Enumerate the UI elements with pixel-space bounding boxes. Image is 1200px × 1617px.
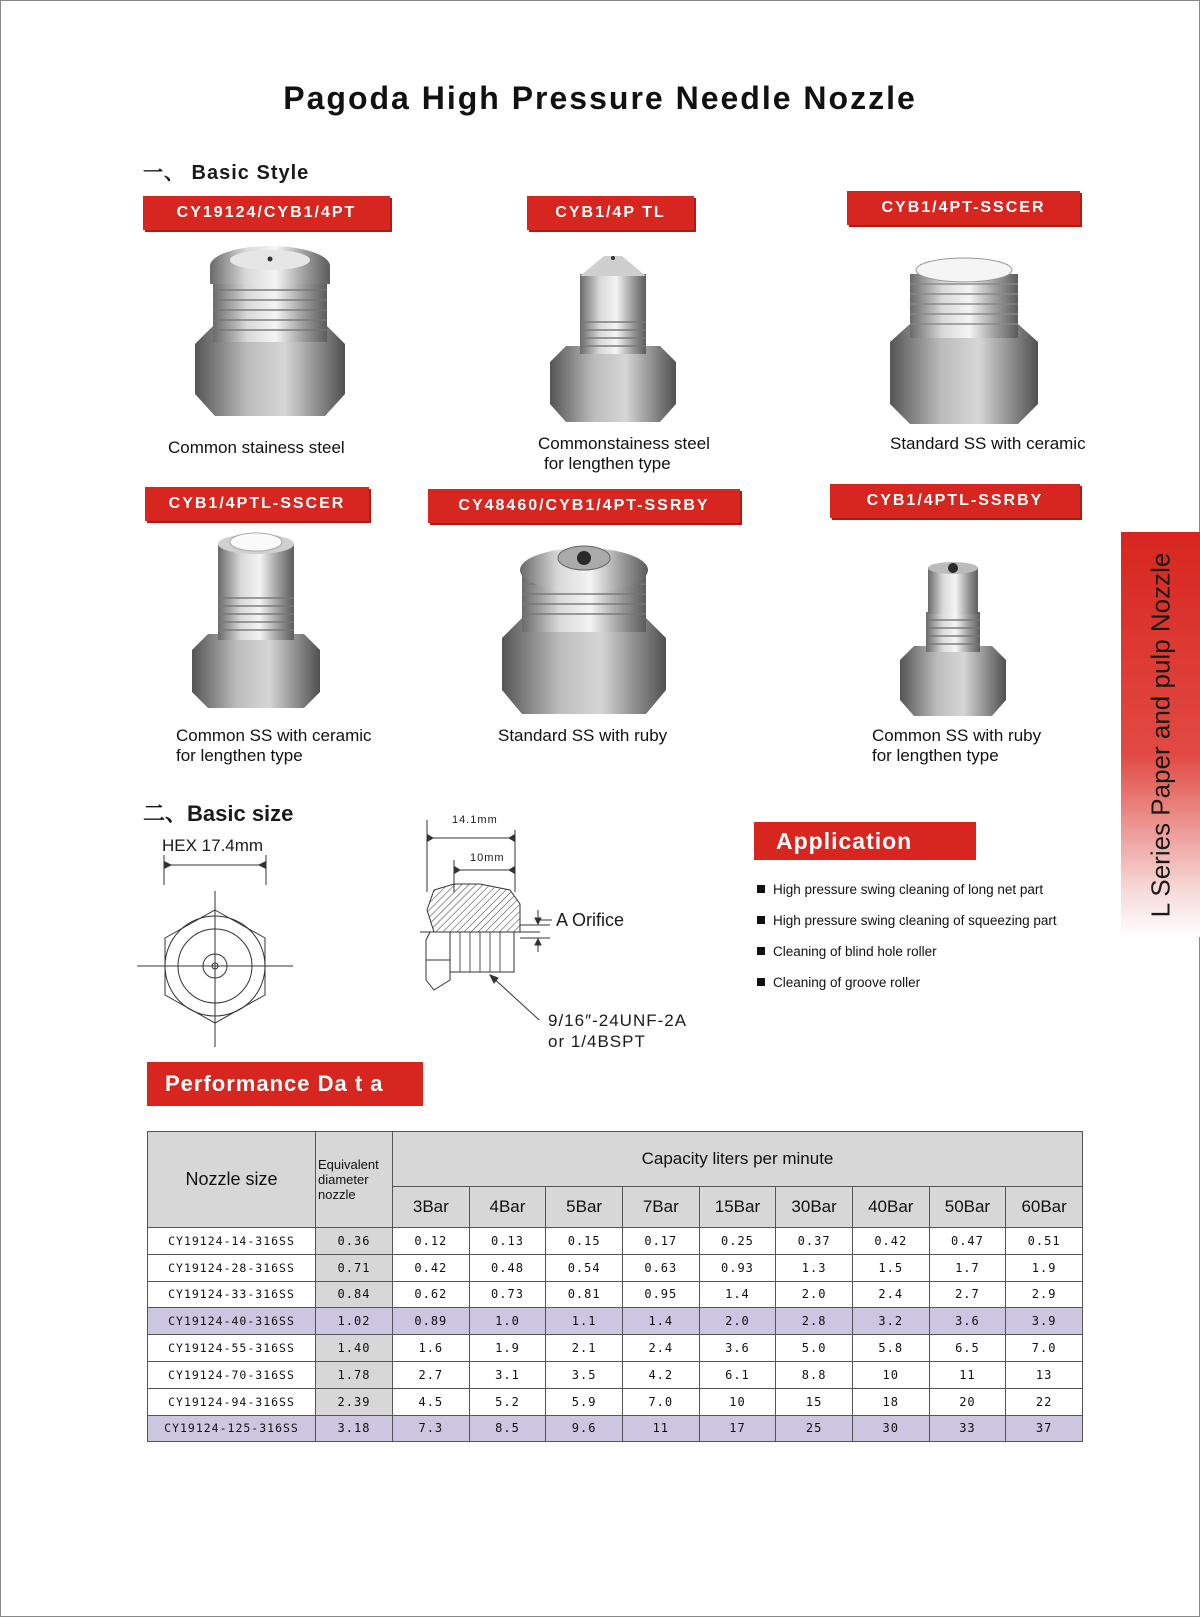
cell-capacity: 20	[929, 1388, 1006, 1415]
cell-capacity: 5.9	[546, 1388, 623, 1415]
nozzle-image-5	[500, 540, 668, 718]
cell-model: CY19124-28-316SS	[148, 1254, 316, 1281]
cell-capacity: 0.17	[622, 1228, 699, 1255]
application-item-text: Cleaning of groove roller	[773, 975, 921, 990]
product-caption-4-line2: for lengthen type	[176, 746, 303, 765]
cell-capacity: 2.1	[546, 1335, 623, 1362]
cell-capacity: 10	[852, 1361, 929, 1388]
cell-capacity: 0.54	[546, 1254, 623, 1281]
header-capacity: Capacity liters per minute	[393, 1132, 1083, 1187]
application-item-text: High pressure swing cleaning of long net part	[773, 882, 1044, 897]
cell-equivalent-diameter: 0.71	[316, 1254, 393, 1281]
cell-capacity: 5.8	[852, 1335, 929, 1362]
cell-capacity: 17	[699, 1415, 776, 1442]
application-item-text: High pressure swing cleaning of squeezing part	[773, 913, 1057, 928]
nozzle-image-1	[185, 244, 355, 424]
cell-capacity: 2.0	[776, 1281, 853, 1308]
product-tag-2: CYB1/4P TL	[527, 196, 694, 230]
cell-equivalent-diameter: 1.02	[316, 1308, 393, 1335]
cell-capacity: 22	[1006, 1388, 1083, 1415]
product-caption-2	[538, 434, 710, 474]
cell-capacity: 0.95	[622, 1281, 699, 1308]
cell-capacity: 1.7	[929, 1254, 1006, 1281]
orifice-label: A Orifice	[556, 910, 625, 930]
cell-capacity: 3.6	[929, 1308, 1006, 1335]
cell-capacity: 1.9	[469, 1335, 546, 1362]
performance-table-body	[148, 1228, 1083, 1442]
hex-size-label: HEX 17.4mm	[162, 836, 264, 855]
product-caption-3-line1: Standard SS with ceramic	[890, 434, 1086, 453]
cell-capacity: 11	[929, 1361, 1006, 1388]
nozzle-image-3	[888, 254, 1040, 426]
thread-spec	[548, 1010, 687, 1052]
cell-capacity: 2.7	[929, 1281, 1006, 1308]
header-pressure: 7Bar	[622, 1187, 699, 1228]
table-row	[148, 1388, 1083, 1415]
cell-model: CY19124-70-316SS	[148, 1361, 316, 1388]
product-caption-3	[890, 434, 1086, 454]
cell-equivalent-diameter: 2.39	[316, 1388, 393, 1415]
cell-capacity: 7.0	[622, 1388, 699, 1415]
table-row	[148, 1415, 1083, 1442]
cell-capacity: 18	[852, 1388, 929, 1415]
cell-capacity: 13	[1006, 1361, 1083, 1388]
cell-capacity: 1.3	[776, 1254, 853, 1281]
header-nozzle-size: Nozzle size	[148, 1132, 316, 1228]
cell-capacity: 0.73	[469, 1281, 546, 1308]
cell-capacity: 2.8	[776, 1308, 853, 1335]
thread-spec-line1: 9/16″-24UNF-2A	[548, 1011, 688, 1030]
cell-capacity: 9.6	[546, 1415, 623, 1442]
cell-capacity: 4.5	[393, 1388, 470, 1415]
performance-table	[147, 1131, 1083, 1442]
cell-capacity: 1.9	[1006, 1254, 1083, 1281]
application-item	[757, 882, 1057, 913]
product-caption-6-line2: for lengthen type	[872, 746, 999, 765]
product-caption-2-line2: for lengthen type	[544, 454, 671, 473]
cell-capacity: 15	[776, 1388, 853, 1415]
product-caption-6	[872, 726, 1041, 766]
application-item	[757, 975, 1057, 1006]
product-tag-3: CYB1/4PT-SSCER	[847, 191, 1080, 225]
cell-model: CY19124-94-316SS	[148, 1388, 316, 1415]
series-side-tab-label: L Series Paper and pulp Nozzle	[1145, 552, 1175, 917]
header-pressure: 15Bar	[699, 1187, 776, 1228]
cell-capacity: 8.5	[469, 1415, 546, 1442]
cell-capacity: 0.81	[546, 1281, 623, 1308]
bullet-square-icon	[757, 978, 765, 986]
product-tag-4: CYB1/4PTL-SSCER	[145, 487, 369, 521]
table-row	[148, 1308, 1083, 1335]
cell-capacity: 5.2	[469, 1388, 546, 1415]
application-list	[757, 882, 1057, 1006]
cell-capacity: 2.4	[622, 1335, 699, 1362]
cell-capacity: 0.89	[393, 1308, 470, 1335]
cell-capacity: 10	[699, 1388, 776, 1415]
cell-capacity: 7.0	[1006, 1335, 1083, 1362]
nozzle-image-2	[548, 254, 678, 426]
header-pressure: 3Bar	[393, 1187, 470, 1228]
header-pressure: 50Bar	[929, 1187, 1006, 1228]
cell-capacity: 6.5	[929, 1335, 1006, 1362]
performance-data-heading: Performance Da t a	[147, 1062, 423, 1106]
page-title: Pagoda High Pressure Needle Nozzle	[283, 80, 917, 116]
cell-capacity: 4.2	[622, 1361, 699, 1388]
cell-capacity: 33	[929, 1415, 1006, 1442]
product-tag-5: CY48460/CYB1/4PT-SSRBY	[428, 489, 740, 523]
table-row	[148, 1335, 1083, 1362]
cell-capacity: 1.6	[393, 1335, 470, 1362]
cell-model: CY19124-40-316SS	[148, 1308, 316, 1335]
dimension-outer-label: 14.1mm	[452, 814, 498, 826]
cell-equivalent-diameter: 3.18	[316, 1415, 393, 1442]
cell-capacity: 0.37	[776, 1228, 853, 1255]
cell-capacity: 0.12	[393, 1228, 470, 1255]
bullet-square-icon	[757, 885, 765, 893]
cell-capacity: 5.0	[776, 1335, 853, 1362]
bullet-square-icon	[757, 916, 765, 924]
nozzle-image-4	[190, 532, 322, 712]
cell-equivalent-diameter: 0.84	[316, 1281, 393, 1308]
hex-front-view-diagram	[135, 855, 295, 1055]
cell-capacity: 0.42	[852, 1228, 929, 1255]
cell-capacity: 0.25	[699, 1228, 776, 1255]
header-equivalent-diameter	[316, 1132, 393, 1228]
product-caption-5	[498, 726, 667, 746]
header-equivalent-line1: Equivalent	[318, 1157, 379, 1172]
cell-equivalent-diameter: 1.78	[316, 1361, 393, 1388]
cell-capacity: 1.4	[699, 1281, 776, 1308]
header-pressure: 30Bar	[776, 1187, 853, 1228]
table-row	[148, 1361, 1083, 1388]
cell-capacity: 3.1	[469, 1361, 546, 1388]
dimension-inner-label: 10mm	[470, 852, 505, 864]
header-pressure: 60Bar	[1006, 1187, 1083, 1228]
cell-capacity: 25	[776, 1415, 853, 1442]
cell-capacity: 11	[622, 1415, 699, 1442]
table-row	[148, 1281, 1083, 1308]
header-pressure: 4Bar	[469, 1187, 546, 1228]
cell-capacity: 0.15	[546, 1228, 623, 1255]
application-item-text: Cleaning of blind hole roller	[773, 944, 937, 959]
cell-capacity: 30	[852, 1415, 929, 1442]
cell-model: CY19124-55-316SS	[148, 1335, 316, 1362]
cell-capacity: 0.48	[469, 1254, 546, 1281]
cell-capacity: 2.9	[1006, 1281, 1083, 1308]
series-side-tab	[1121, 532, 1200, 937]
product-caption-2-line1: Commonstainess steel	[538, 434, 710, 453]
section-basic-size-heading: 二、Basic size	[143, 801, 294, 826]
cell-model: CY19124-14-316SS	[148, 1228, 316, 1255]
header-pressure: 5Bar	[546, 1187, 623, 1228]
product-caption-4	[176, 726, 372, 766]
header-equivalent-line2: diameter	[318, 1172, 369, 1187]
nozzle-image-6	[898, 560, 1008, 720]
product-caption-1	[168, 438, 345, 458]
cell-capacity: 0.13	[469, 1228, 546, 1255]
cell-equivalent-diameter: 0.36	[316, 1228, 393, 1255]
product-caption-5-line1: Standard SS with ruby	[498, 726, 668, 745]
header-equivalent-line3: nozzle	[318, 1187, 356, 1202]
cell-capacity: 2.0	[699, 1308, 776, 1335]
cell-capacity: 0.47	[929, 1228, 1006, 1255]
table-row	[148, 1254, 1083, 1281]
thread-spec-line2: or 1/4BSPT	[548, 1032, 646, 1051]
cell-capacity: 0.63	[622, 1254, 699, 1281]
cell-capacity: 1.4	[622, 1308, 699, 1335]
header-pressure: 40Bar	[852, 1187, 929, 1228]
cell-capacity: 2.4	[852, 1281, 929, 1308]
bullet-square-icon	[757, 947, 765, 955]
application-heading: Application	[754, 822, 976, 860]
table-row	[148, 1228, 1083, 1255]
cell-model: CY19124-125-316SS	[148, 1415, 316, 1442]
cell-capacity: 0.42	[393, 1254, 470, 1281]
cell-capacity: 3.2	[852, 1308, 929, 1335]
product-caption-1-line1: Common stainess steel	[168, 438, 345, 457]
cell-capacity: 3.6	[699, 1335, 776, 1362]
cell-capacity: 1.1	[546, 1308, 623, 1335]
application-item	[757, 913, 1057, 944]
cell-capacity: 3.5	[546, 1361, 623, 1388]
cell-capacity: 0.51	[1006, 1228, 1083, 1255]
product-caption-6-line1: Common SS with ruby	[872, 726, 1042, 745]
cell-capacity: 0.93	[699, 1254, 776, 1281]
cell-capacity: 2.7	[393, 1361, 470, 1388]
cell-model: CY19124-33-316SS	[148, 1281, 316, 1308]
cell-capacity: 0.62	[393, 1281, 470, 1308]
cell-equivalent-diameter: 1.40	[316, 1335, 393, 1362]
cell-capacity: 1.5	[852, 1254, 929, 1281]
product-tag-6: CYB1/4PTL-SSRBY	[830, 484, 1080, 518]
cell-capacity: 8.8	[776, 1361, 853, 1388]
cell-capacity: 1.0	[469, 1308, 546, 1335]
section-basic-style-heading: 一、 Basic Style	[143, 162, 310, 184]
cell-capacity: 7.3	[393, 1415, 470, 1442]
product-tag-1: CY19124/CYB1/4PT	[143, 196, 390, 230]
cell-capacity: 3.9	[1006, 1308, 1083, 1335]
cell-capacity: 37	[1006, 1415, 1083, 1442]
cell-capacity: 6.1	[699, 1361, 776, 1388]
product-caption-4-line1: Common SS with ceramic	[176, 726, 372, 745]
application-item	[757, 944, 1057, 975]
